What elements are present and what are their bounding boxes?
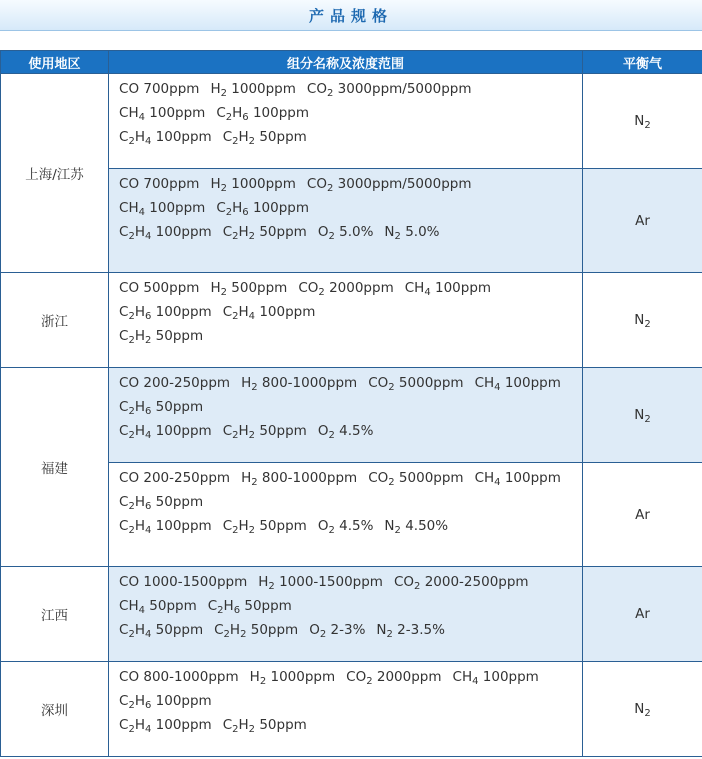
region-cell: 浙江 — [1, 273, 109, 368]
component-item: $C_2H_4$ 50ppm — [119, 622, 204, 640]
region-cell: 福建 — [1, 368, 109, 567]
component-line — [119, 222, 582, 246]
component-item: $CO_2$ 2000ppm — [298, 280, 394, 298]
component-item: $N_2$ 4.50% — [384, 518, 449, 536]
component-item: $O_2$ 2-3% — [309, 622, 366, 640]
component-item: $H_2$ 1000ppm — [210, 81, 296, 99]
table-row — [1, 273, 702, 368]
component-item: $CH_4$ 100ppm — [119, 105, 206, 123]
component-item: CO 700ppm — [119, 81, 200, 97]
component-item: CO 200-250ppm — [119, 375, 231, 391]
component-item: $CO_2$ 5000ppm — [368, 470, 464, 488]
component-line — [119, 691, 582, 715]
component-item: $C_2H_6$ 100ppm — [119, 693, 212, 711]
component-item: $C_2H_2$ 50ppm — [222, 717, 307, 735]
component-item: $CH_4$ 50ppm — [119, 598, 197, 616]
component-item: $C_2H_6$ 50ppm — [119, 399, 204, 417]
spec-table-body — [1, 74, 702, 757]
component-item: $O_2$ 4.5% — [317, 423, 374, 441]
component-item: CO 700ppm — [119, 176, 200, 192]
component-item: $H_2$ 800-1000ppm — [241, 470, 358, 488]
component-item: $C_2H_4$ 100ppm — [119, 129, 212, 147]
balance-gas-cell: Ar — [583, 463, 702, 567]
components-cell — [109, 463, 583, 567]
table-row — [1, 368, 702, 463]
component-item: $O_2$ 5.0% — [317, 224, 374, 242]
page-title: 产品规格 — [308, 6, 393, 25]
component-line — [119, 572, 582, 596]
component-item: $C_2H_6$ 100ppm — [216, 200, 310, 218]
component-item: $C_2H_4$ 100ppm — [222, 304, 316, 322]
component-line — [119, 127, 582, 151]
header-row — [1, 51, 702, 74]
component-item: CO 1000-1500ppm — [119, 574, 248, 590]
component-line — [119, 373, 582, 397]
component-item: $C_2H_2$ 50ppm — [214, 622, 299, 640]
header-components: 组分名称及浓度范围 — [109, 51, 583, 74]
component-item: $CH_4$ 100ppm — [119, 200, 206, 218]
component-item: $CH_4$ 100ppm — [452, 669, 539, 687]
component-item: $C_2H_6$ 50ppm — [119, 494, 204, 512]
region-cell: 深圳 — [1, 662, 109, 757]
component-item: $CO_2$ 2000ppm — [346, 669, 442, 687]
table-row — [1, 662, 702, 757]
component-line — [119, 326, 582, 350]
component-item: $CH_4$ 100ppm — [404, 280, 492, 298]
components-cell — [109, 567, 583, 662]
component-item: $C_2H_6$ 50ppm — [207, 598, 292, 616]
component-item: $H_2$ 1000ppm — [210, 176, 296, 194]
balance-gas-cell: $N_2$ — [583, 662, 702, 757]
component-item: $C_2H_2$ 50ppm — [119, 328, 204, 346]
component-item: $H_2$ 800-1000ppm — [241, 375, 358, 393]
balance-gas-cell: Ar — [583, 169, 702, 273]
component-item: $H_2$ 500ppm — [210, 280, 288, 298]
component-item: $C_2H_4$ 100ppm — [119, 423, 212, 441]
balance-gas-cell: Ar — [583, 567, 702, 662]
component-item: $O_2$ 4.5% — [317, 518, 374, 536]
component-line — [119, 596, 582, 620]
component-item: $N_2$ 5.0% — [384, 224, 440, 242]
component-line — [119, 620, 582, 644]
component-item: $CO_2$ 5000ppm — [368, 375, 464, 393]
table-row — [1, 74, 702, 169]
component-item: $C_2H_2$ 50ppm — [222, 224, 307, 242]
component-item: CO 500ppm — [119, 280, 200, 296]
component-line — [119, 302, 582, 326]
component-item: $C_2H_2$ 50ppm — [222, 518, 307, 536]
component-line — [119, 174, 582, 198]
component-line — [119, 198, 582, 222]
component-item: $C_2H_4$ 100ppm — [119, 518, 212, 536]
component-item: $C_2H_6$ 100ppm — [216, 105, 310, 123]
component-item: $CO_2$ 3000ppm/5000ppm — [306, 176, 472, 194]
components-cell — [109, 368, 583, 463]
title-banner — [0, 0, 702, 31]
component-item: $CH_4$ 100ppm — [474, 375, 561, 393]
components-cell — [109, 74, 583, 169]
component-item: $C_2H_4$ 100ppm — [119, 224, 212, 242]
component-item: $C_2H_4$ 100ppm — [119, 717, 212, 735]
component-item: $CH_4$ 100ppm — [474, 470, 561, 488]
header-balance: 平衡气 — [583, 51, 702, 74]
component-line — [119, 79, 582, 103]
component-line — [119, 278, 582, 302]
region-cell: 江西 — [1, 567, 109, 662]
region-cell: 上海/江苏 — [1, 74, 109, 273]
component-item: $CO_2$ 3000ppm/5000ppm — [306, 81, 472, 99]
component-line — [119, 421, 582, 445]
component-line — [119, 397, 582, 421]
balance-gas-cell: $N_2$ — [583, 273, 702, 368]
component-item: $C_2H_2$ 50ppm — [222, 129, 307, 147]
component-line — [119, 715, 582, 739]
balance-gas-cell: $N_2$ — [583, 368, 702, 463]
component-line — [119, 667, 582, 691]
component-item: $CO_2$ 2000-2500ppm — [393, 574, 529, 592]
component-item: $C_2H_2$ 50ppm — [222, 423, 307, 441]
balance-gas-cell: $N_2$ — [583, 74, 702, 169]
components-cell — [109, 169, 583, 273]
component-item: $H_2$ 1000ppm — [249, 669, 336, 687]
component-item: $H_2$ 1000-1500ppm — [258, 574, 383, 592]
table-row — [1, 567, 702, 662]
component-line — [119, 103, 582, 127]
spec-table — [0, 50, 702, 757]
component-line — [119, 516, 582, 540]
component-line — [119, 492, 582, 516]
component-item: $C_2H_6$ 100ppm — [119, 304, 212, 322]
component-line — [119, 468, 582, 492]
components-cell — [109, 662, 583, 757]
header-region: 使用地区 — [1, 51, 109, 74]
component-item: CO 800-1000ppm — [119, 669, 239, 685]
component-item: $N_2$ 2-3.5% — [376, 622, 445, 640]
component-item: CO 200-250ppm — [119, 470, 231, 486]
components-cell — [109, 273, 583, 368]
